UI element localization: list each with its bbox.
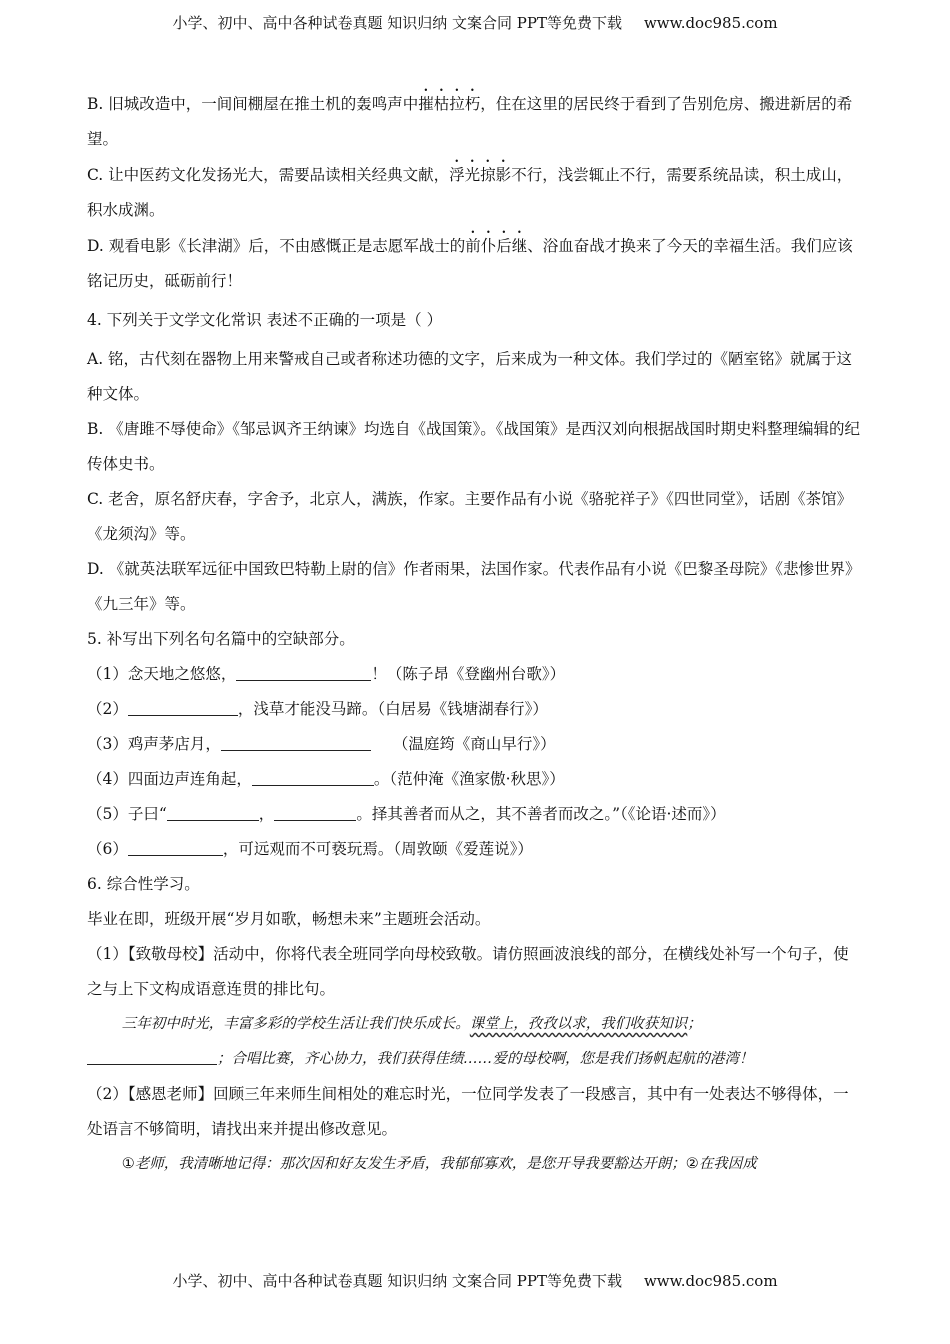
answer-blank[interactable]: [128, 699, 238, 716]
answer-blank[interactable]: [252, 769, 374, 786]
wavy-underlined-text: 课堂上，孜孜以求，我们收获知识: [469, 1016, 688, 1032]
answer-blank[interactable]: [236, 664, 371, 681]
q4-option-a: A. 铭，古代刻在器物上用来警戒自己或者称述功德的文字，后来成为一种文体。我们学过的《陋室铭》就属于这种文体。: [87, 350, 853, 403]
dotted-idiom: 浮光掠影: [449, 166, 512, 184]
q5-item-2: （2） ，浅草才能没马蹄。（白居易《钱塘湖春行》）: [87, 700, 548, 718]
q4-option-b: B. 《唐雎不辱使命》《邹忌讽齐王纳谏》均选自《战国策》。《战国策》是西汉刘向根据战国时期史料整理编辑的纪传体史书。: [87, 420, 860, 473]
q5-item-3: （3）鸡声茅店月， （温庭筠《商山早行》）: [87, 735, 556, 753]
document-body: [87, 86, 862, 1182]
page-header: [0, 12, 950, 33]
answer-blank[interactable]: [128, 839, 223, 856]
answer-blank[interactable]: [167, 804, 259, 821]
q5-item-1: （1）念天地之悠悠， ！（陈子昂《登幽州台歌》）: [87, 665, 566, 683]
dotted-idiom: 摧枯拉朽: [418, 95, 481, 113]
q4-option-c: C. 老舍，原名舒庆春，字舍予，北京人，满族，作家。主要作品有小说《骆驼祥子》《四世同堂》，话剧《茶馆》《龙须沟》等。: [87, 490, 853, 543]
header-url[interactable]: www.doc985.com: [643, 14, 778, 32]
answer-blank[interactable]: [274, 804, 356, 821]
q5-stem: 5. 补写出下列名句名篇中的空缺部分。: [87, 630, 355, 648]
q6-essay-line-1: 三年初中时光，丰富多彩的学校生活让我们快乐成长。课堂上，孜孜以求，我们收获知识；: [121, 1016, 702, 1032]
dotted-idiom: 前仆后继: [465, 237, 528, 255]
page-footer: [0, 1270, 950, 1291]
q6-part-1: （1）【致敬母校】活动中，你将代表全班同学向母校致敬。请仿照画波浪线的部分，在横线处补写一个句子，使之与上下文构成语意连贯的排比句。: [87, 945, 849, 998]
q6-intro: 毕业在即，班级开展“岁月如歌，畅想未来”主题班会活动。: [87, 910, 491, 928]
q3-option-c: C. 让中医药文化发扬光大，需要品读相关经典文献，浮光掠影不行，浅尝辄止不行，需要系统品读，积土成山，积水成渊。: [87, 166, 853, 219]
q6-stem: 6. 综合性学习。: [87, 875, 200, 893]
q5-item-6: （6） ，可远观而不可亵玩焉。（周敦颐《爱莲说》）: [87, 840, 533, 858]
q5-item-4: （4）四面边声连角起， 。（范仲淹《渔家傲·秋思》）: [87, 770, 565, 788]
q5-item-5: （5）子曰“ ， 。择其善者而从之，其不善者而改之。”（《论语·述而》）: [87, 805, 726, 823]
answer-blank[interactable]: [221, 734, 371, 751]
q3-option-d: D. 观看电影《长津湖》后，不由感慨正是志愿军战士的前仆后继、浴血奋战才换来了今天的幸福生活。我们应该铭记历史，砥砺前行！: [87, 237, 853, 290]
footer-url[interactable]: www.doc985.com: [643, 1272, 778, 1290]
q4-stem: 4. 下列关于文学文化常识 表述不正确的一项是（ ）: [87, 311, 443, 329]
q3-option-b: B. 旧城改造中，一间间棚屋在推土机的轰鸣声中摧枯拉朽，住在这里的居民终于看到了告别危房、搬进新居的希望。: [87, 95, 853, 148]
q6-part-2: （2）【感恩老师】回顾三年来师生间相处的难忘时光，一位同学发表了一段感言，其中有一处表达不够得体，一处语言不够简明，请找出来并提出修改意见。: [87, 1085, 849, 1138]
q6-essay-line-2: ；合唱比赛，齐心协力，我们获得佳绩……爱的母校啊，您是我们扬帆起航的港湾！: [87, 1042, 862, 1077]
answer-blank[interactable]: [87, 1048, 217, 1065]
q6-essay-line-3: ①老师，我清晰地记得：那次因和好友发生矛盾，我郁郁寡欢，是您开导我要豁达开朗；②在我因成: [121, 1156, 757, 1172]
q4-option-d: D. 《就英法联军远征中国致巴特勒上尉的信》作者雨果，法国作家。代表作品有小说《巴黎圣母院》《悲惨世界》《九三年》等。: [87, 560, 861, 613]
header-text: 小学、初中、高中各种试卷真题 知识归纳 文案合同 PPT等免费下载: [172, 14, 622, 32]
footer-text: 小学、初中、高中各种试卷真题 知识归纳 文案合同 PPT等免费下载: [172, 1272, 622, 1290]
